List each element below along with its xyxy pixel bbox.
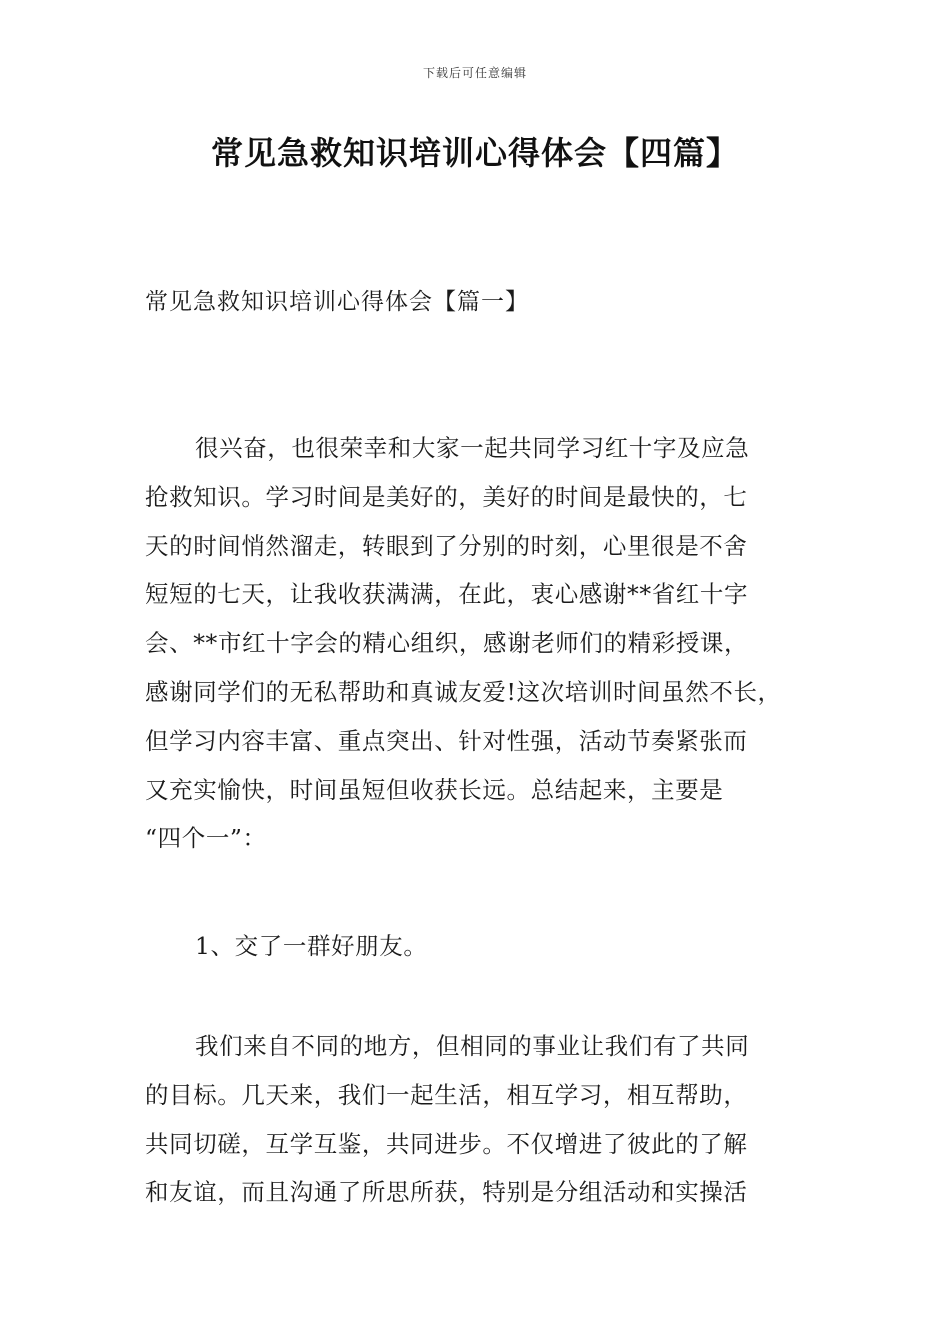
point-heading: [145, 922, 825, 971]
paragraph-line: “四个一”：: [145, 824, 267, 853]
paragraph-line: 抢救知识。学习时间是美好的，美好的时间是最快的，七: [145, 482, 748, 511]
paragraph-line: 天的时间悄然溜走，转眼到了分别的时刻，心里很是不舍: [145, 531, 748, 560]
paragraph-line: 很兴奋，也很荣幸和大家一起共同学习红十字及应急: [195, 434, 750, 462]
paragraph-intro: [145, 424, 825, 863]
paragraph-line: 和友谊，而且沟通了所思所获，特别是分组活动和实操活: [145, 1178, 748, 1207]
paragraph-line: 又充实愉快，时间虽短但收获长远。总结起来，主要是: [145, 775, 724, 804]
document-title: 常见急救知识培训心得体会【四篇】: [210, 134, 739, 172]
paragraph-line: 短短的七天，让我收获满满，在此，衷心感谢**省红十字: [145, 580, 749, 609]
paragraph-line: 会、**市红十字会的精心组织，感谢老师们的精彩授课，: [145, 629, 749, 658]
point-line: 1、交了一群好朋友。: [195, 932, 428, 960]
section-heading: 常见急救知识培训心得体会【篇一】: [145, 289, 529, 315]
header-note: 下载后可任意编辑: [422, 66, 527, 80]
paragraph-line: 的目标。几天来，我们一起生活，相互学习，相互帮助，: [145, 1080, 748, 1109]
paragraph-line: 我们来自不同的地方，但相同的事业让我们有了共同: [195, 1032, 750, 1060]
paragraph-line: 但学习内容丰富、重点突出、针对性强，活动节奏紧张而: [145, 726, 748, 755]
paragraph-line: 感谢同学们的无私帮助和真诚友爱!这次培训时间虽然不长，: [145, 677, 782, 706]
paragraph-point1: [145, 1022, 825, 1217]
paragraph-line: 共同切磋，互学互鉴，共同进步。不仅增进了彼此的了解: [145, 1129, 748, 1158]
